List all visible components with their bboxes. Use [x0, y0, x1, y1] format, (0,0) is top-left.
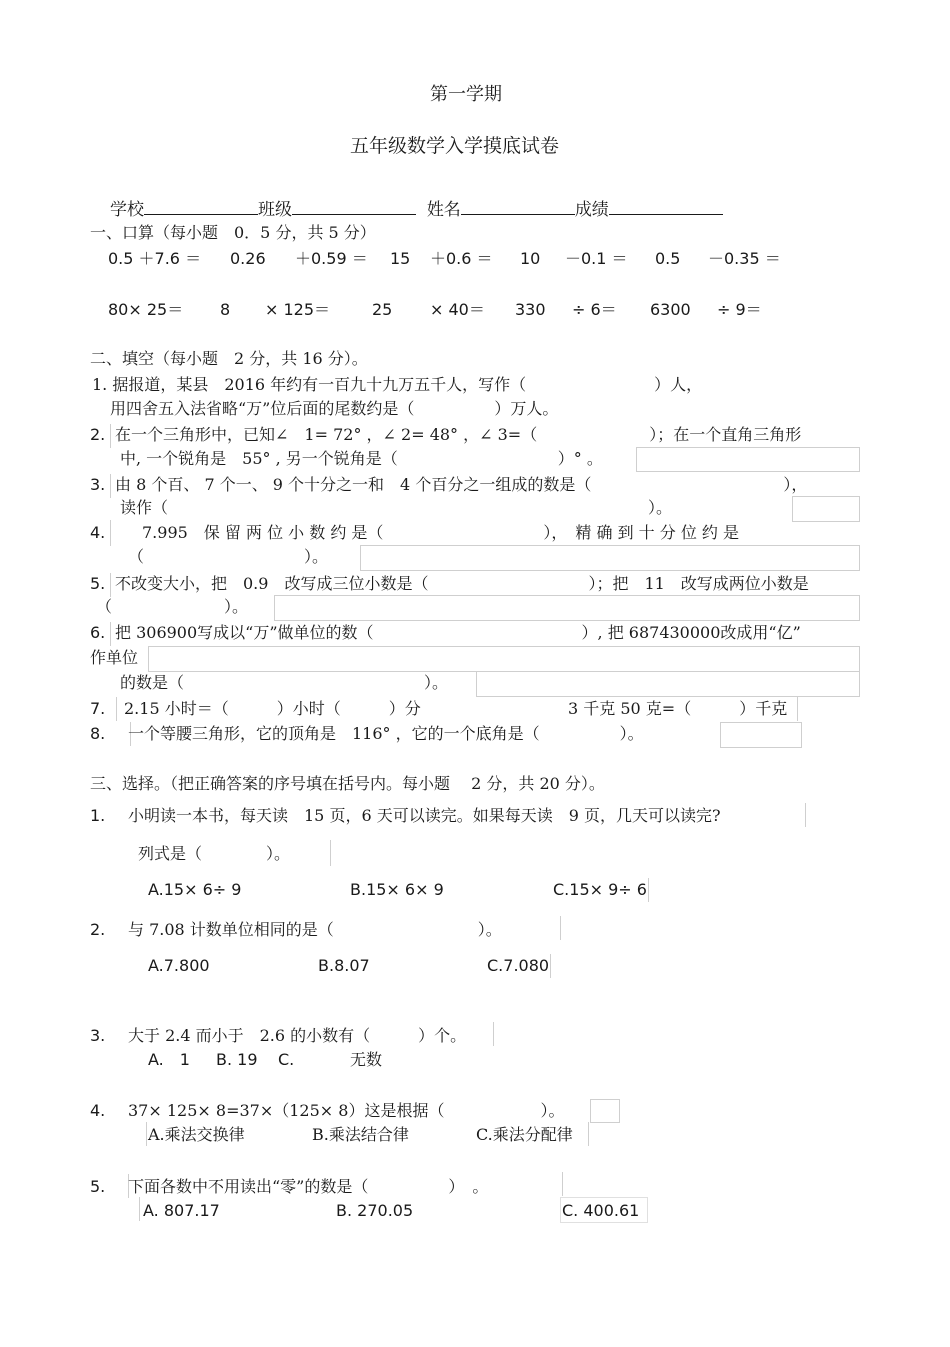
choice-q2-text: 与 7.08 计数单位相同的是（ ）。 — [128, 920, 502, 939]
choice-q1-formula: 列式是（ ）。 — [138, 844, 291, 863]
fill-q7-number: 7. — [90, 699, 106, 718]
choice-q2-option-a[interactable]: A.7.800 — [148, 956, 210, 975]
fill-q7-part1: 2.15 小时＝（ ）小时（ ）分 — [124, 699, 421, 718]
choice-q3-option-c[interactable]: C. — [278, 1050, 295, 1069]
choice-q3-text: 大于 2.4 而小于 2.6 的小数有（ ）个。 — [128, 1026, 467, 1045]
oral-calc-item: －0.35 ＝ — [708, 249, 781, 268]
choice-q4-option-a[interactable]: A.乘法交换律 — [148, 1125, 245, 1144]
fill-q8-text: 一个等腰三角形，它的顶角是 116° ，它的一个底角是（ ）。 — [128, 724, 644, 743]
school-field[interactable] — [144, 198, 258, 215]
choice-q1-text: 小明读一本书，每天读 15 页，6 天可以读完。如果每天读 9 页，几天可以读完? — [128, 806, 721, 825]
choice-q3-option-b[interactable]: B. 19 — [216, 1050, 258, 1069]
class-label: 班级 — [258, 200, 292, 220]
choice-q4-option-b[interactable]: B.乘法结合律 — [312, 1125, 409, 1144]
section2-heading: 二、填空（每小题 2 分，共 16 分）。 — [90, 349, 368, 368]
fill-q6-line3: 的数是（ ）。 — [120, 673, 449, 692]
fill-q5-line1: 不改变大小，把 0.9 改写成三位小数是（ ）；把 11 改写成两位小数是 — [115, 574, 809, 593]
oral-calc-item: －0.1 ＝ — [565, 249, 628, 268]
choice-q5-option-b[interactable]: B. 270.05 — [336, 1201, 414, 1220]
fill-q2-line2: 中, 一个锐角是 55° , 另一个锐角是（ ）° 。 — [120, 449, 603, 468]
oral-calc-item: 8 — [220, 300, 231, 319]
oral-calc-item: ÷ 6＝ — [572, 300, 617, 319]
choice-q4-number: 4. — [90, 1101, 106, 1120]
oral-calc-item: 6300 — [650, 300, 691, 319]
name-field[interactable] — [461, 198, 575, 215]
section3-heading: 三、选择。（把正确答案的序号填在括号内。每小题 2 分，共 20 分）。 — [90, 774, 605, 793]
choice-q5-option-c[interactable]: C. 400.61 — [562, 1201, 640, 1220]
fill-q1-line1: 1. 据报道，某县 2016 年约有一百九十九万五千人，写作（ ）人， — [92, 375, 703, 394]
choice-q5-text: 下面各数中不用读出“零”的数是（ ） 。 — [128, 1177, 489, 1196]
oral-calc-item: 0.5 — [655, 249, 681, 268]
fill-q3-line1: 由 8 个百、 7 个一、 9 个十分之一和 4 个百分之一组成的数是（ ）， — [115, 475, 808, 494]
fill-q5-line2: （ ）。 — [96, 597, 249, 616]
info-fields-row — [110, 198, 723, 221]
choice-q5-option-a[interactable]: A. 807.17 — [143, 1201, 220, 1220]
fill-q6-line1: 把 306900写成以“万”做单位的数（ ）, 把 687430000改成用“亿” — [115, 623, 801, 642]
oral-calc-item: ÷ 9＝ — [717, 300, 762, 319]
section1-heading: 一、口算（每小题 0．5 分，共 5 分） — [90, 223, 376, 242]
choice-q3-option-c-text: 无数 — [350, 1050, 383, 1069]
score-field[interactable] — [609, 198, 723, 215]
choice-q4-option-c[interactable]: C.乘法分配律 — [476, 1125, 573, 1144]
choice-q1-number: 1. — [90, 806, 106, 825]
oral-calc-item: 25 — [372, 300, 393, 319]
oral-calc-item: 15 — [390, 249, 411, 268]
choice-q1-option-b[interactable]: B.15× 6× 9 — [350, 880, 444, 899]
oral-calc-item: 0.26 — [230, 249, 266, 268]
fill-q3-line2: 读作（ ）。 — [120, 498, 673, 517]
fill-q1-line2: 用四舍五入法省略“万”位后面的尾数约是（ ）万人。 — [110, 399, 559, 418]
choice-q3-option-a[interactable]: A. 1 — [148, 1050, 190, 1069]
fill-q4-number: 4. — [90, 523, 106, 542]
oral-calc-item: × 40＝ — [430, 300, 485, 319]
page-title: 五年级数学入学摸底试卷 — [350, 135, 560, 157]
class-field[interactable] — [292, 198, 416, 215]
fill-q5-number: 5. — [90, 574, 106, 593]
choice-q2-option-c[interactable]: C.7.080 — [487, 956, 550, 975]
name-label: 姓名 — [426, 200, 461, 220]
term-label: 第一学期 — [430, 84, 502, 105]
fill-q4-line1: 7.995 保 留 两 位 小 数 约 是（ ）， 精 确 到 十 分 位 约 是 — [142, 523, 740, 542]
choice-q3-number: 3. — [90, 1026, 106, 1045]
oral-calc-item: × 125＝ — [265, 300, 331, 319]
fill-q8-number: 8. — [90, 724, 106, 743]
choice-q4-text: 37× 125× 8=37×（125× 8）这是根据（ ）。 — [128, 1101, 565, 1120]
fill-q6-line2: 作单位 — [90, 648, 139, 667]
choice-q1-option-a[interactable]: A.15× 6÷ 9 — [148, 880, 242, 899]
choice-q2-number: 2. — [90, 920, 106, 939]
oral-calc-item: 10 — [520, 249, 541, 268]
oral-calc-item: 330 — [515, 300, 546, 319]
oral-calc-item: ＋0.6 ＝ — [430, 249, 493, 268]
school-label: 学校 — [110, 200, 144, 220]
choice-q2-option-b[interactable]: B.8.07 — [318, 956, 370, 975]
fill-q2-number: 2. — [90, 425, 106, 444]
score-label: 成绩 — [574, 200, 609, 220]
choice-q1-option-c[interactable]: C.15× 9÷ 6 — [553, 880, 647, 899]
choice-q5-number: 5. — [90, 1177, 106, 1196]
fill-q4-line2: （ ）。 — [128, 547, 329, 566]
fill-q3-number: 3. — [90, 475, 106, 494]
oral-calc-item: 0.5 ＋7.6 ＝ — [108, 249, 202, 268]
fill-q7-part2: 3 千克 50 克=（ ）千克 — [568, 699, 788, 718]
fill-q6-number: 6. — [90, 623, 106, 642]
oral-calc-item: 80× 25＝ — [108, 300, 184, 319]
oral-calc-item: ＋0.59 ＝ — [295, 249, 368, 268]
fill-q2-line1: 在一个三角形中，已知∠ 1= 72° ，∠ 2= 48° ，∠ 3=（ ）；在一个直角三角形 — [115, 425, 802, 444]
